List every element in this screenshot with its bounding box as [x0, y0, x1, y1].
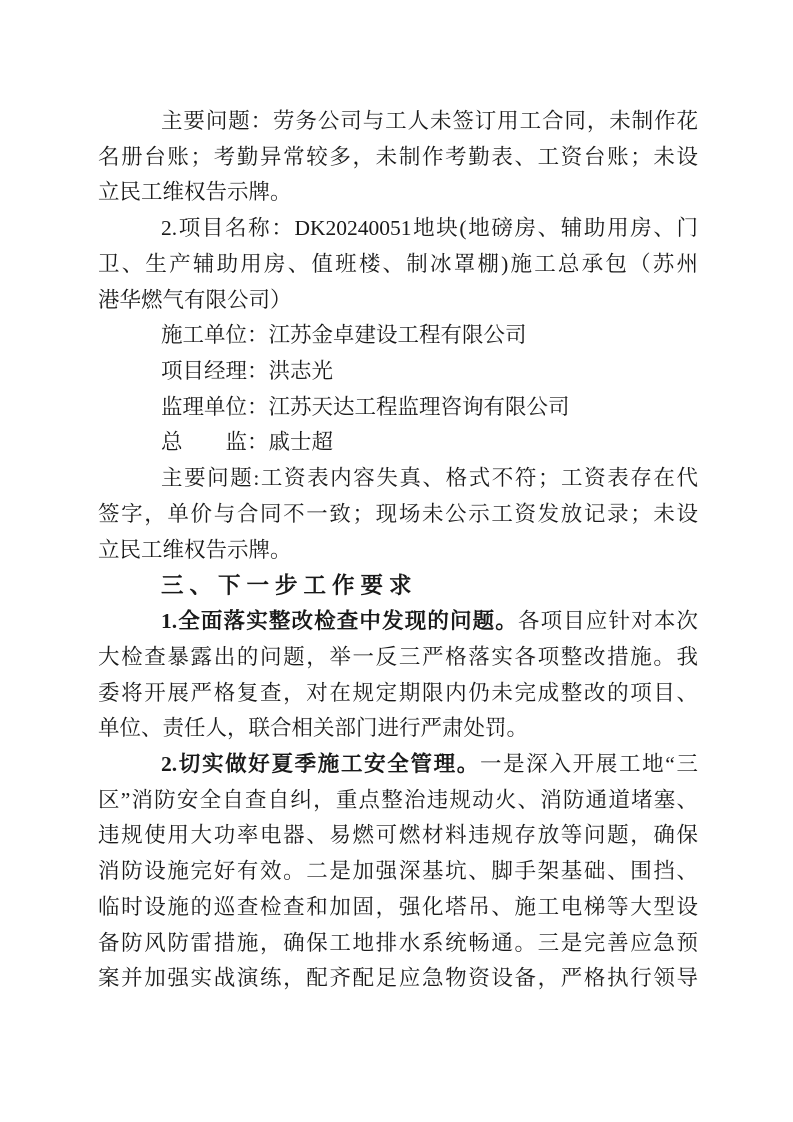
text-segment: 案并加强实战演练，配齐配足应急物资设备，严格执行领导 [98, 966, 698, 991]
text-line [98, 676, 698, 712]
bold-text-segment: 2.切实做好夏季施工安全管理。 [161, 751, 480, 776]
text-line [98, 390, 698, 426]
text-line [98, 140, 698, 176]
text-segment: 违规使用大功率电器、易燃可燃材料违规存放等问题，确保 [98, 823, 698, 848]
text-segment: 签字，单价与合同不一致；现场未公示工资发放记录；未设 [98, 501, 698, 526]
bold-text-segment: 三、下一步工作要求 [161, 573, 418, 599]
text-segment: 卫、生产辅助用房、值班楼、制冰罩棚)施工总承包（苏州 [98, 251, 698, 276]
text-segment: 大检查暴露出的问题，举一反三严格落实各项整改措施。我 [98, 644, 698, 669]
text-segment: 区”消防安全自查自纠，重点整治违规动火、消防通道堵塞、 [98, 787, 698, 812]
text-segment: 项目经理：洪志光 [161, 359, 334, 384]
text-line [98, 318, 698, 354]
text-segment: 监理单位：江苏天达工程监理咨询有限公司 [161, 394, 570, 419]
text-line [98, 604, 698, 640]
text-line [98, 926, 698, 962]
text-line [98, 890, 698, 926]
text-line [98, 818, 698, 854]
text-line [98, 211, 698, 247]
section-heading [98, 568, 698, 604]
text-segment: 主要问题：劳务公司与工人未签订用工合同，未制作花 [161, 109, 698, 133]
text-segment: 名册台账；考勤异常较多，未制作考勤表、工资台账；未设 [98, 144, 698, 169]
text-line [98, 854, 698, 890]
text-line [98, 497, 698, 533]
text-line [98, 247, 698, 283]
text-segment: 委将开展严格复查，对在规定期限内仍未完成整改的项目、 [98, 680, 698, 705]
text-line [98, 533, 698, 569]
text-segment: 消防设施完好有效。二是加强深基坑、脚手架基础、围挡、 [98, 859, 698, 884]
text-line [98, 104, 698, 140]
text-segment: 港华燃气有限公司） [98, 287, 292, 312]
text-segment: 各项目应针对本次 [517, 609, 698, 634]
text-line [98, 961, 698, 997]
text-line [98, 175, 698, 211]
text-segment: 临时设施的巡查检查和加固，强化塔吊、施工电梯等大型设 [98, 894, 698, 919]
text-line [98, 711, 698, 747]
text-segment: 施工单位：江苏金卓建设工程有限公司 [161, 323, 527, 348]
text-line [98, 640, 698, 676]
text-line [98, 425, 698, 461]
text-line [98, 461, 698, 497]
text-segment: 总 监：戚士超 [161, 430, 334, 455]
document-text-block [98, 104, 698, 997]
text-segment: 备防风防雷措施，确保工地排水系统畅通。三是完善应急预 [98, 930, 698, 955]
text-line [98, 283, 698, 319]
text-segment: 单位、责任人，联合相关部门进行严肃处罚。 [98, 716, 529, 741]
text-segment: 主要问题:工资表内容失真、格式不符；工资表存在代 [161, 466, 698, 491]
text-segment: 2.项目名称：DK20240051地块(地磅房、辅助用房、门 [161, 216, 698, 241]
bold-text-segment: 1.全面落实整改检查中发现的问题。 [161, 609, 518, 634]
text-line [98, 354, 698, 390]
text-segment: 一是深入开展工地“三 [479, 751, 698, 776]
text-line [98, 747, 698, 783]
text-line [98, 783, 698, 819]
text-segment: 立民工维权告示牌。 [98, 180, 292, 205]
text-segment: 立民工维权告示牌。 [98, 537, 292, 562]
